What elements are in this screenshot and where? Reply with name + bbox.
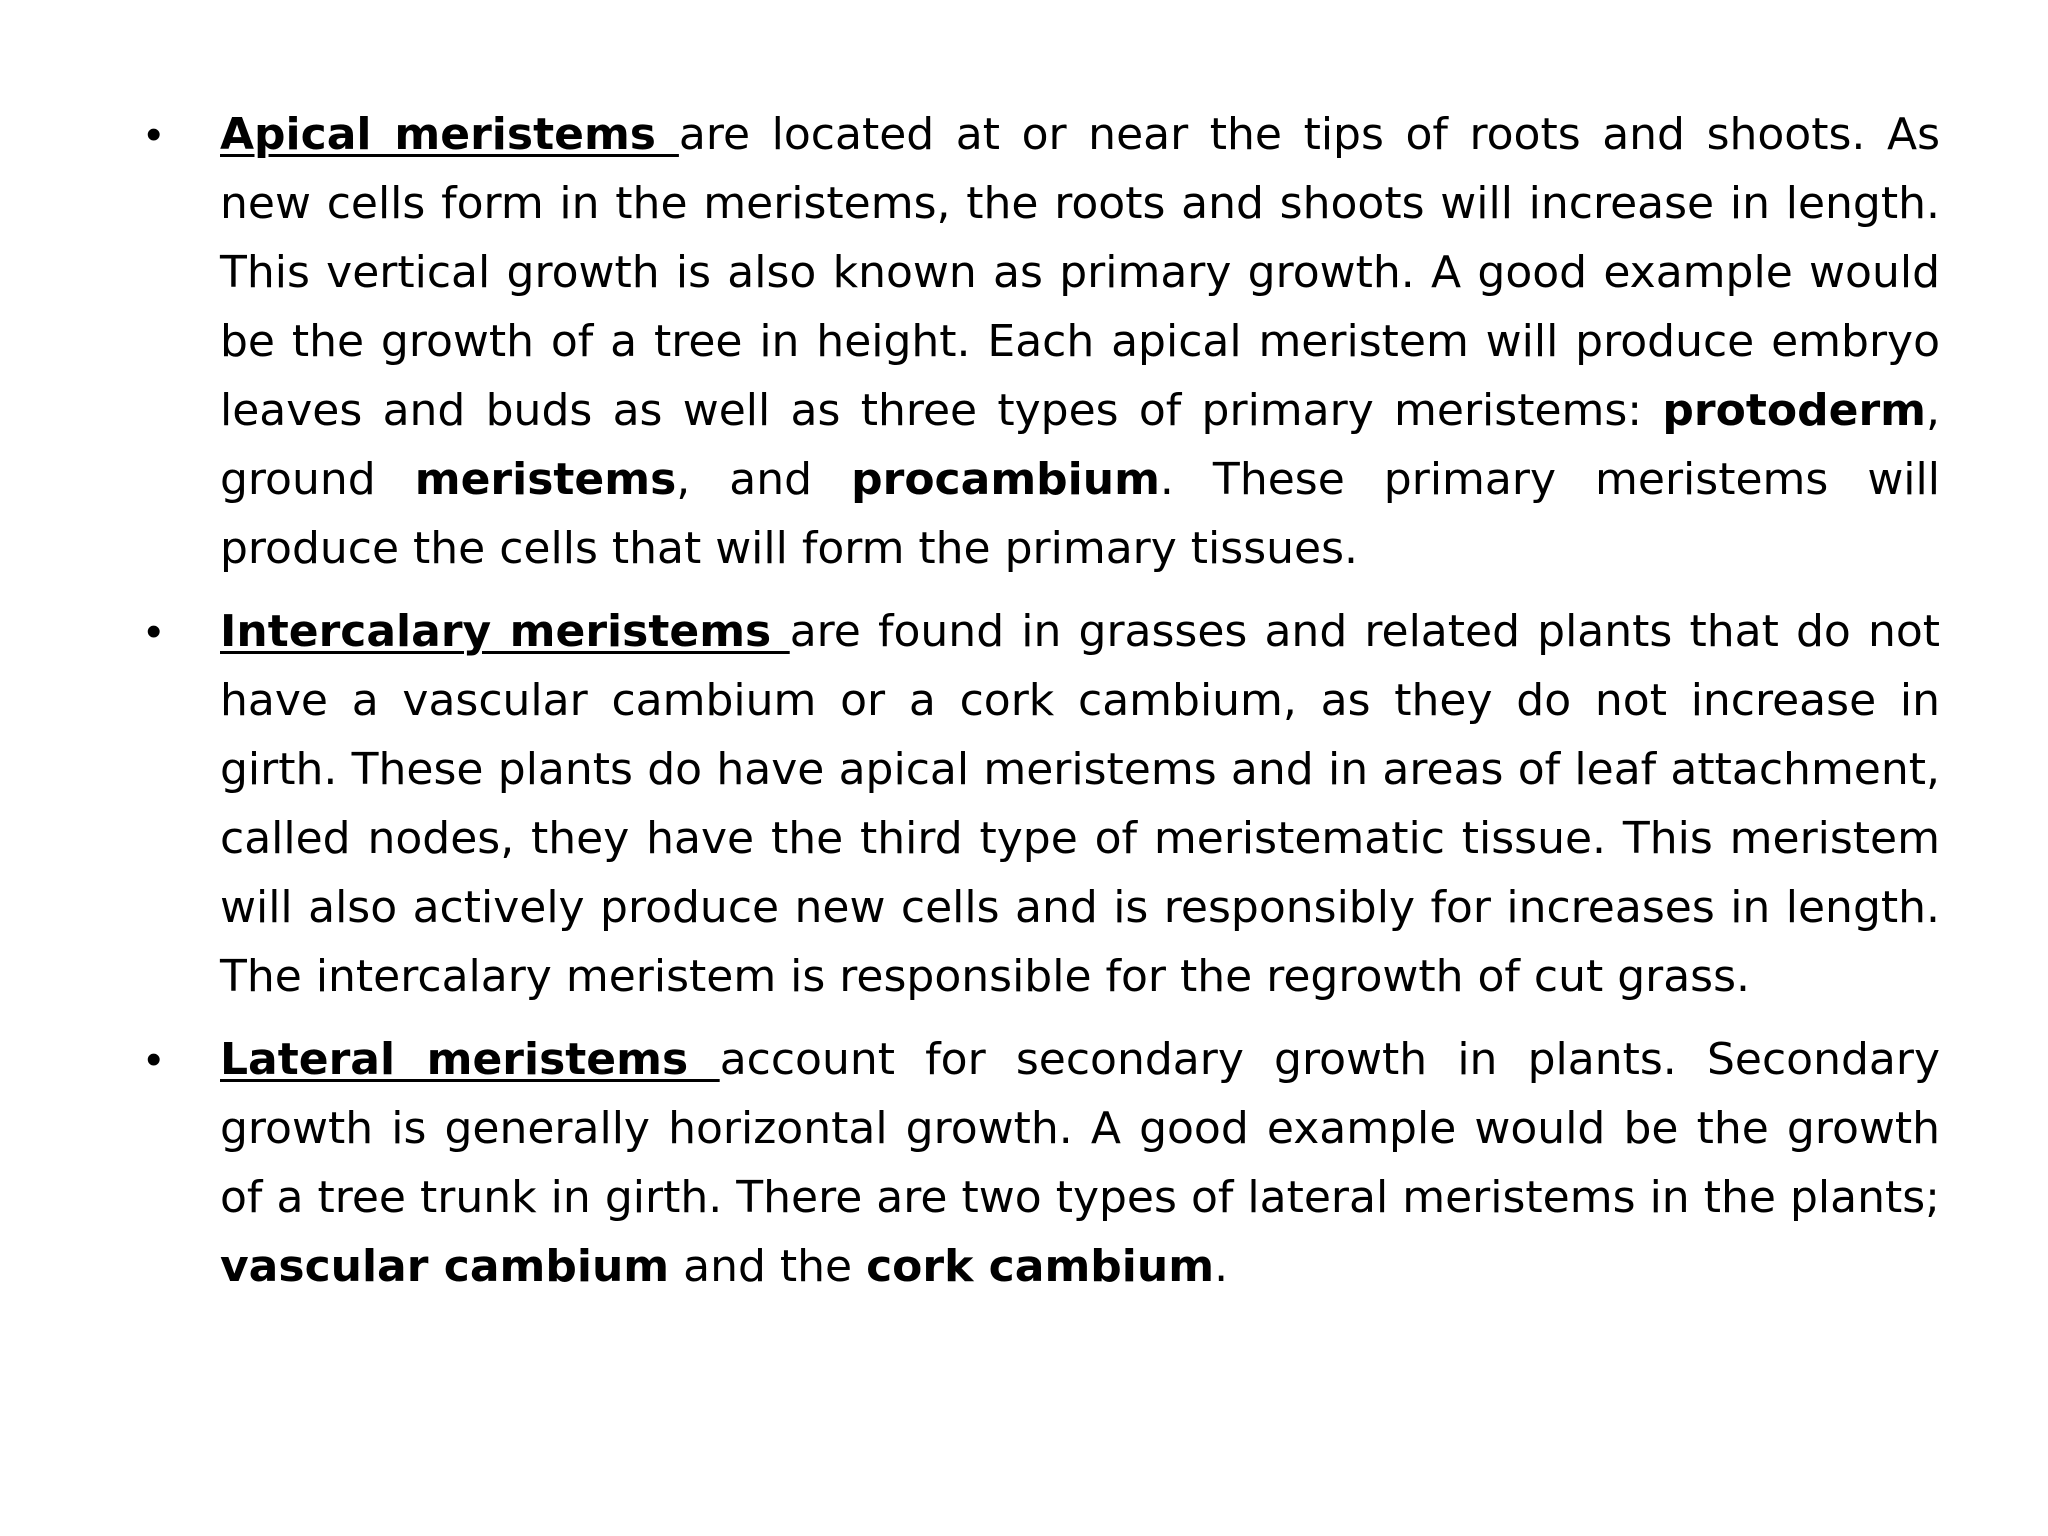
text-segment: are found in grasses and related plants that do not have a vascular cambium or a cork cambium, as they do not increase in girth. These plants do have apical meristems and in areas of leaf attachment, called nodes, they have the third type of meristematic tissue. This meristem will also actively produce new cells and is responsibly for increases in length. The intercalary meristem is responsible for the regrowth of cut grass. [220,606,1941,1002]
bold-term-protoderm: protoderm [1662,385,1926,436]
text-segment: , and [676,454,852,505]
term-intercalary-meristems: Intercalary meristems [220,606,790,657]
text-segment: . These primary meristems will produce the cells that will form the primary tissues. [220,454,1940,574]
term-lateral-meristems: Lateral meristems [220,1034,720,1085]
bullet-icon: • [146,1035,162,1084]
text-segment: , ground [220,385,1940,505]
bullet-text [220,1025,1940,1301]
text-segment: are located at or near the tips of roots and shoots. As new cells form in the meristems, the roots and shoots will increase in length. This vertical growth is also known as primary growth. A good example would be the growth of a tree in height. Each apical meristem will produce embryo leaves and buds as well as three types of primary meristems: [220,109,1940,436]
bullet-text [220,597,1940,1011]
bold-term-vascular-cambium: vascular cambium [220,1241,670,1292]
bullet-list [140,100,1940,1315]
text-segment: account for secondary growth in plants. Secondary growth is generally horizontal growth. A good example would be the growth of a tree trunk in girth. There are two types of lateral meristems in the plants; [220,1034,1940,1223]
bullet-text [220,100,1940,583]
bold-term-meristems: meristems [414,454,677,505]
term-apical-meristems: Apical meristems [220,109,679,160]
bold-term-procambium: procambium [851,454,1160,505]
text-segment: and the [669,1241,867,1292]
bullet-icon: • [146,607,162,656]
text-segment: . [1214,1241,1229,1292]
bullet-item-intercalary-meristems [140,597,1940,1011]
bullet-icon: • [146,110,162,159]
bullet-item-lateral-meristems [140,1025,1940,1301]
bullet-item-apical-meristems [140,100,1940,583]
bold-term-cork-cambium: cork cambium [866,1241,1215,1292]
